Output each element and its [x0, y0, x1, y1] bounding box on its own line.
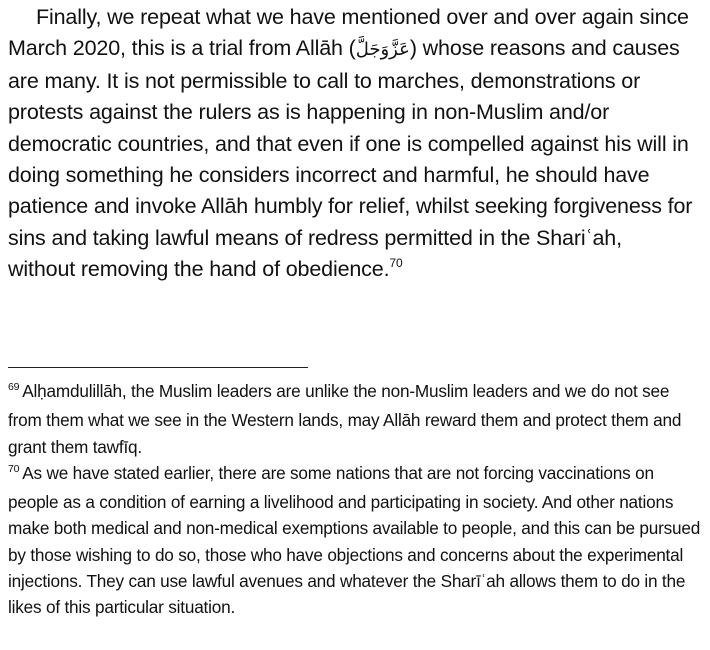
footnote-separator-rule [8, 367, 308, 368]
footnote-number: 69 [8, 381, 20, 393]
paragraph-text-part-1: Finally, we repeat what we have mentioned over and over again since March 2020, this is a trial from Allāh ( [8, 5, 689, 61]
arabic-honorific: عَزَّوَجَلَّ [355, 39, 410, 61]
footnote-number: 70 [8, 462, 20, 475]
footnote-70 [8, 460, 702, 621]
body-paragraph [8, 2, 694, 289]
footnote-reference-70[interactable]: 70 [389, 256, 403, 271]
footnote-text: Alḥamdulillāh, the Muslim leaders are unlike the non-Muslim leaders and we do not see from them what we see in the Western lands, may Allāh reward them and protect them and grant them tawfīq. [8, 381, 682, 457]
footnote-69 [8, 378, 702, 460]
footnote-text: As we have stated earlier, there are some nations that are not forcing vaccinations on people as a condition of earning a livelihood and participating in society. And other nations make both medical and non-medical exemptions available to people, and this can be pursued by those wishing to do so, those who have objections and concerns about the experimental injections. They can use lawful avenues and whatever the Sharīʿah allows them to do in the likes of this particular situation. [8, 462, 701, 618]
footnotes-section [8, 378, 702, 621]
paragraph-text-part-2: ) whose reasons and causes are many. It is not permissible to call to marches, demonstrations or protests against the rulers as is happening in non-Muslim and/or democratic countries, and that even if one is compelled against his will in doing something he considers incorrect and harmful, he should have patience and invoke Allāh humbly for relief, whilst seeking forgiveness for sins and taking lawful means of redress permitted in the Shariʿah, without removing the hand of obedience. [8, 36, 693, 282]
